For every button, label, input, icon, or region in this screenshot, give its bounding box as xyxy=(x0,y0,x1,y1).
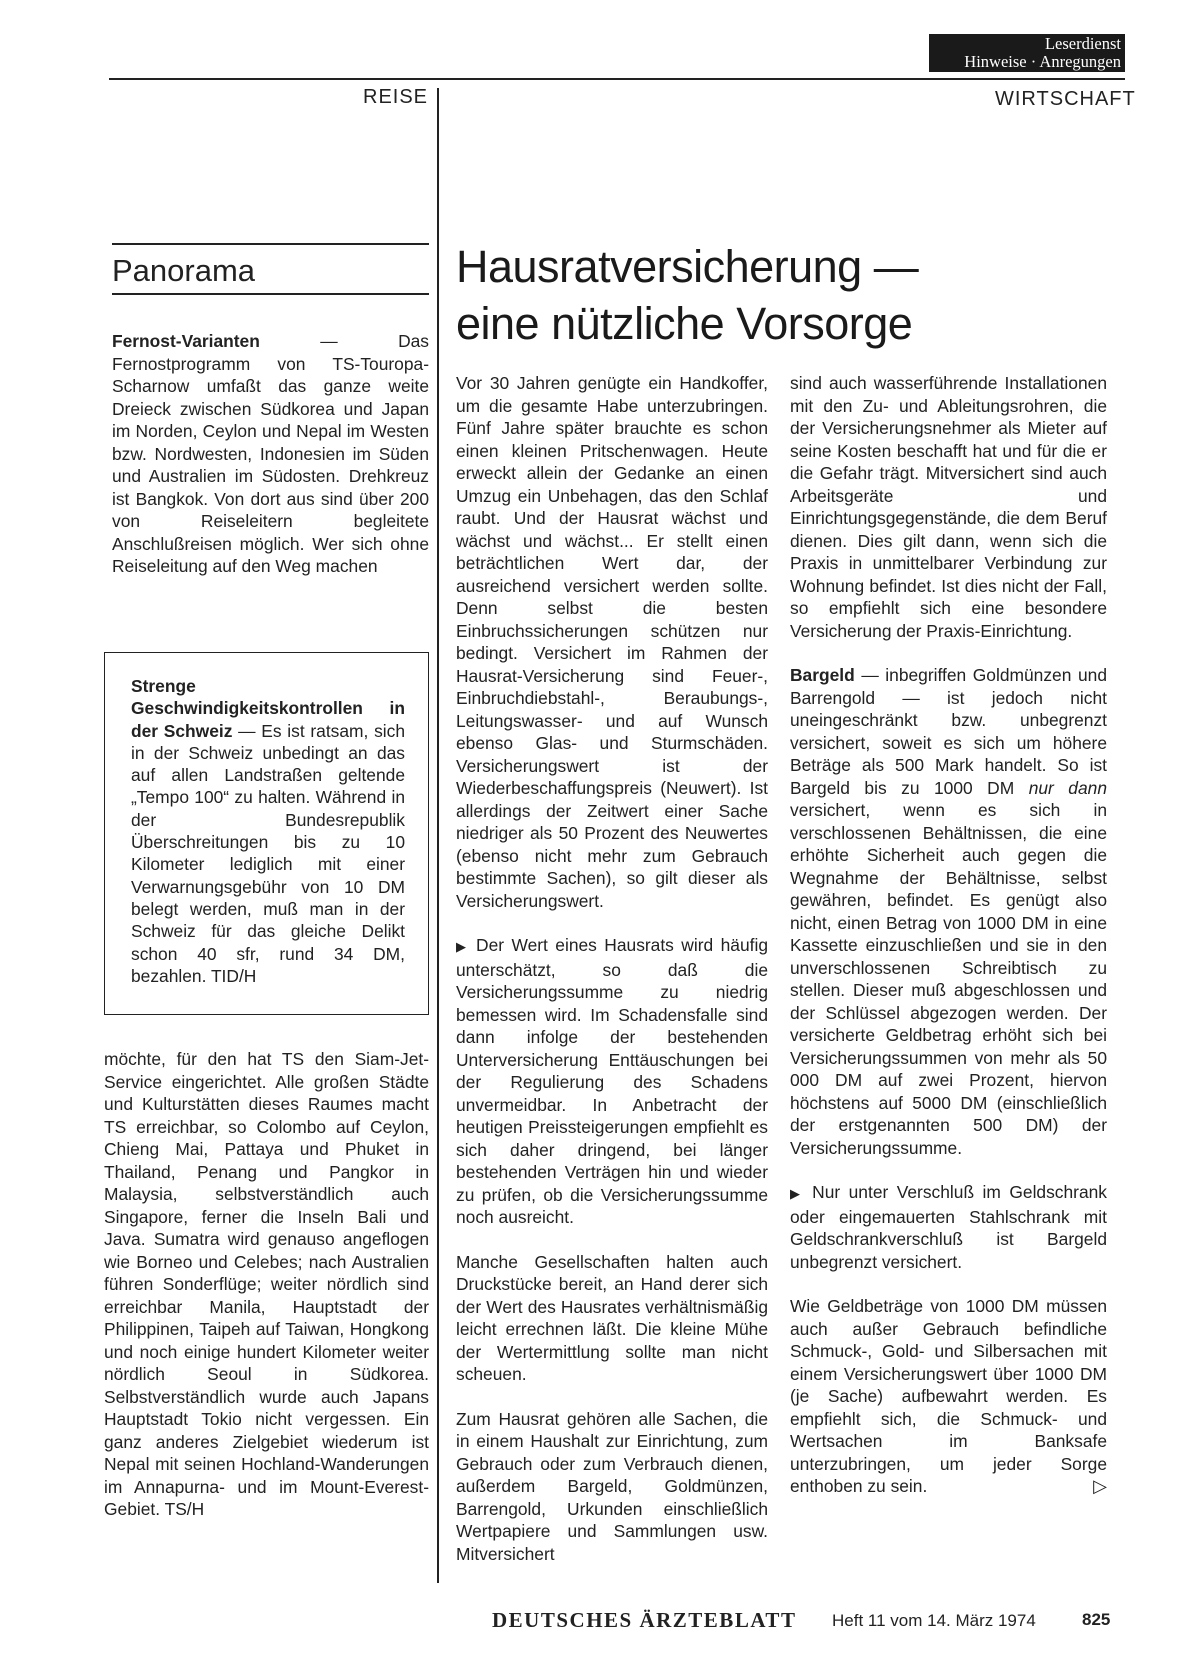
headline-line-2: eine nützliche Vorsorge xyxy=(456,298,913,349)
panorama-rule-top xyxy=(112,243,429,245)
schweiz-notice-box xyxy=(104,652,429,1015)
fernost-text-1: — Das Fernostprogramm von TS-Touropa-Scharnow umfaßt das ganze weite Dreieck zwischen Südkorea und Japan im Norden, Ceylon und Nepal im Westen bzw. Nordwesten, Indonesien im Süden und Australien im Südosten. Drehkreuz ist Bangkok. Von dort aus sind über 200 von Reiseleitern begleitete Anschlußreisen möglich. Wer sich ohne Reiseleitung auf den Weg machen xyxy=(112,331,429,576)
magazine-name: DEUTSCHES ÄRZTEBLATT xyxy=(492,1608,797,1632)
headline-line-1: Hausratversicherung — xyxy=(456,241,919,292)
schweiz-body: — Es ist ratsam, sich in der Schweiz unbedingt an das auf allen Landstraßen geltende „Tempo 100“ zu halten. Während in der Bundesrepublik Überschreitungen bis zu 10 Kilometer lediglich mit einer Verwarnungsgebühr von 10 DM belegt werden, muß man in der Schweiz für das gleiche Delikt schon 40 sfr, rund 34 DM, bezahlen. TID/H xyxy=(131,720,405,986)
page-number: 825 xyxy=(1082,1610,1111,1629)
continue-arrow-icon: ▷ xyxy=(1093,1476,1107,1496)
headline xyxy=(456,238,918,352)
badge-line-1: Leserdienst xyxy=(1044,34,1121,53)
fernost-article-part-2 xyxy=(104,1048,429,1521)
hausrat-column-2 xyxy=(790,372,1107,1498)
fernost-article-part-1 xyxy=(112,330,429,578)
issue-info: Heft 11 vom 14. März 1974 xyxy=(832,1611,1036,1630)
leserdienst-badge xyxy=(929,34,1125,72)
top-rule xyxy=(109,78,1125,80)
col1-paragraph-3: Manche Gesellschaften halten auch Druckstücke bereit, an Hand derer sich der Wert des Hausrates verhältnismäßig leicht errechnen läßt. Die kleine Mühe der Wertermittlung sollte man nicht scheuen. xyxy=(456,1251,768,1384)
bullet-arrow-icon: ▶ xyxy=(790,1186,804,1201)
col1-paragraph-2: ▶ Der Wert eines Hausrats wird häufig unterschätzt, so daß die Versicherungssumme zu niedrig bemessen wird. Im Schadensfalle sind dann infolge der bestehenden Unterversicherung Enttäuschungen bei der Regulierung des Schadens unvermeidbar. In Anbetracht der heutigen Preissteigerungen empfiehlt es sich daher dringend, bei länger bestehenden Verträgen hin und wieder zu prüfen, ob die Versicherungssumme noch ausreicht. xyxy=(456,935,768,1227)
panorama-rule-bottom xyxy=(112,293,429,295)
section-label-reise: REISE xyxy=(363,86,429,108)
column-divider xyxy=(437,88,439,1583)
panorama-title: Panorama xyxy=(112,253,256,288)
col1-paragraph-1: Vor 30 Jahren genügte ein Handkoffer, um die gesamte Habe unterzubringen. Fünf Jahre später brauchte es schon einen kleinen Pritschenwagen. Heute erweckt allein der Gedanke an einen Umzug ein Unbehagen, das den Schlaf raubt. Und der Hausrat wächst und wächst und wächst... Er stellt einen beträchtlichen Wert dar, der ausreichend versichert werden sollte. Denn selbst die besten Einbruchssicherungen schützen nur bedingt. Versichert im Rahmen der Hausrat-Versicherung sind Feuer-, Einbruchdiebstahl-, Beraubungs-, Leitungswasser- und auf Wunsch ebenso Glas- und Sturmschäden. Versicherungswert ist der Wiederbeschaffungspreis (Neuwert). Ist allerdings der Zeitwert einer Sache niedriger als 50 Prozent des Neuwertes (ebenso nicht mehr zum Gebrauch bestimmte Sachen), so gilt dieser als Versicherungswert. xyxy=(456,373,768,911)
schweiz-lead: Strenge Geschwindigkeitskontrollen in der Schweiz xyxy=(131,676,405,741)
badge-line-2: Hinweise · Anregungen xyxy=(964,52,1121,71)
hausrat-column-1 xyxy=(456,372,768,1565)
col2-paragraph-3: ▶ Nur unter Verschluß im Geldschrank oder eingemauerten Stahlschrank mit Geldschrankverschluß ist Bargeld unbegrenzt versichert. xyxy=(790,1182,1108,1272)
col2-paragraph-1: sind auch wasserführende Installationen mit den Zu- und Ableitungsrohren, die der Versicherungsnehmer als Mieter auf seine Kosten beschafft hat und für die er die Gefahr trägt. Mitversichert sind auch Arbeitsgeräte und Einrichtungsgegenstände, die dem Beruf dienen. Dies gilt dann, wenn sich die Praxis in unmittelbarer Verbindung zur Wohnung befindet. Ist dies nicht der Fall, so empfiehlt sich eine besondere Versicherung der Praxis-Einrichtung. xyxy=(790,373,1107,641)
fernost-text-2: möchte, für den hat TS den Siam-Jet-Service eingerichtet. Alle großen Städte und Kulturstätten dieses Raumes macht TS erreichbar, so Colombo auf Ceylon, Chieng Mai, Pattaya und Phuket in Thailand, Penang und Pangkor in Malaysia, selbstverständlich auch Singapore, ferner die Inseln Bali und Java. Sumatra wird genauso angeflogen wie Borneo und Celebes; nach Australien führen Sonderflüge; weiter nördlich sind erreichbar Manila, Hauptstadt der Philippinen, Taipeh auf Taiwan, Hongkong und noch einige hundert Kilometer weiter nördlich Seoul in Südkorea. Selbstverständlich wurde auch Japans Hauptstadt Tokio nicht vergessen. Ein ganz anderes Zielgebiet wiederum ist Nepal mit seinen Hochland-Wanderungen im Annapurna- und im Mount-Everest-Gebiet. TS/H xyxy=(104,1049,429,1519)
schweiz-notice-text xyxy=(131,675,405,987)
col2-paragraph-2: Bargeld — inbegriffen Goldmünzen und Barrengold — ist jedoch nicht uneingeschränkt bzw. unbegrenzt versichert, soweit es sich um höhere Beträge als 500 Mark handelt. So ist Bargeld bis zu 1000 DM nur dann versichert, wenn es sich in verschlossenen Behältnissen, die eine erhöhte Sicherheit auch gegen die Wegnahme der Behältnisse, selbst gewähren, befindet. Es genügt also nicht, einen Betrag von 1000 DM in eine Kassette einzuschließen und sie in den unverschlossenen Schreibtisch zu stellen. Dieser muß abgeschlossen und der Schlüssel abgezogen werden. Der versicherte Geldbetrag erhöht sich bei Versicherungssummen von mehr als 50 000 DM auf zwei Prozent, hiervon höchstens auf 5000 DM (einschließlich der erstgenannten 500 DM) der Versicherungssumme. xyxy=(790,665,1107,1158)
bargeld-lead: Bargeld xyxy=(790,665,855,685)
fernost-lead: Fernost-Varianten xyxy=(112,331,260,351)
bullet-arrow-icon: ▶ xyxy=(456,939,469,954)
section-label-wirtschaft: WIRTSCHAFT xyxy=(995,88,1136,110)
col2-paragraph-4: Wie Geldbeträge von 1000 DM müssen auch außer Gebrauch befindliche Schmuck-, Gold- und Silbersachen mit einem Versicherungswert über 1000 DM (je Sache) aufbewahrt werden. Es empfiehlt sich, die Schmuck- und Wertsachen im Banksafe unterzubringen, um jeder Sorge enthoben zu sein. ▷ xyxy=(790,1296,1107,1496)
col1-paragraph-4: Zum Hausrat gehören alle Sachen, die in einem Haushalt zur Einrichtung, zum Gebrauch oder zum Verbrauch dienen, außerdem Bargeld, Goldmünzen, Barrengold, Urkunden einschließlich Wertpapiere und Sammlungen usw. Mitversichert xyxy=(456,1408,768,1564)
